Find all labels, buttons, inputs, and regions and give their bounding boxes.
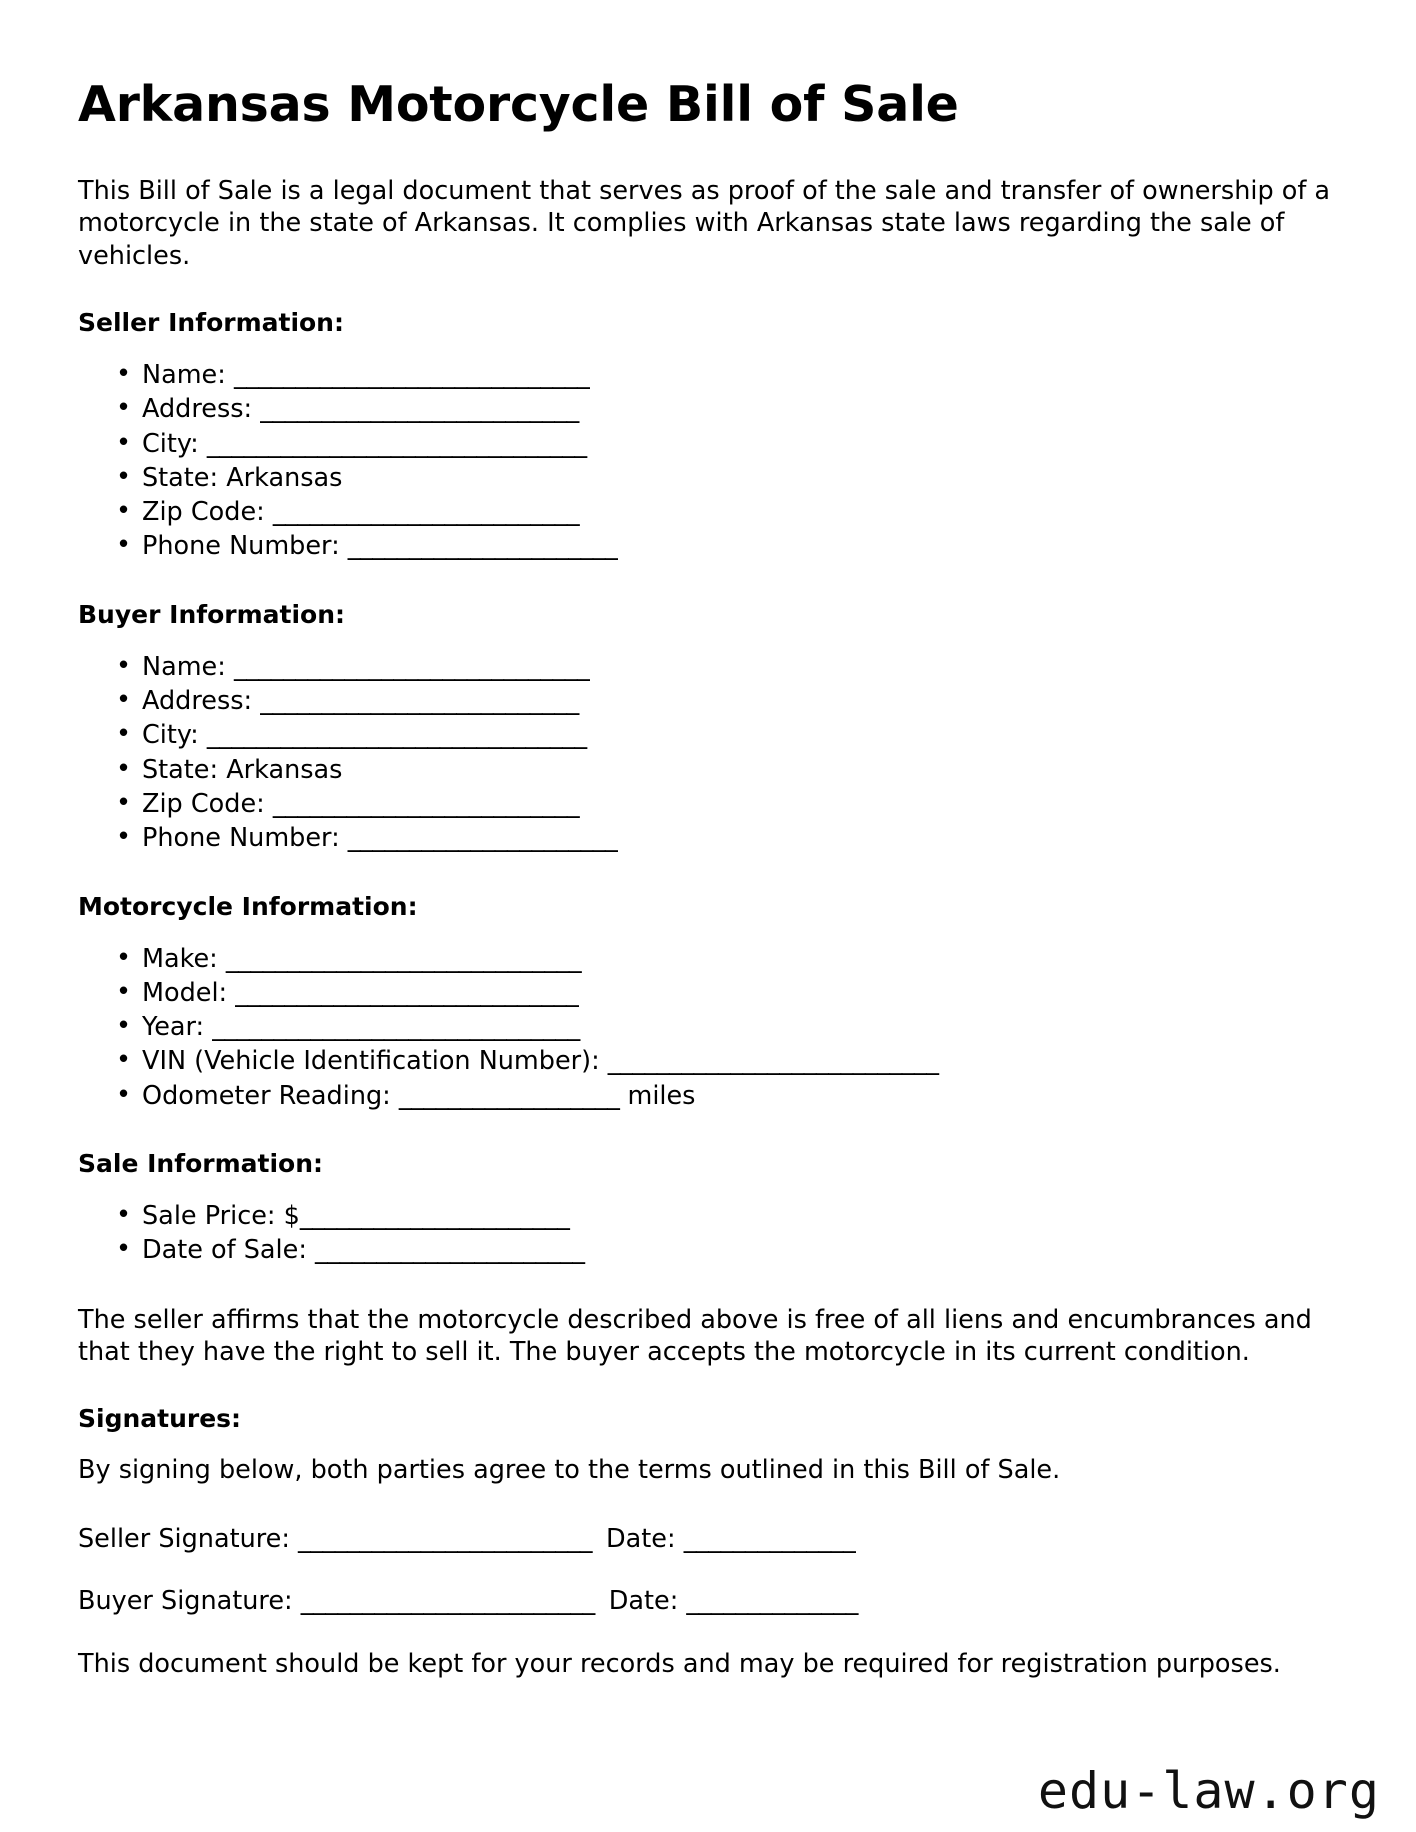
field-label: VIN (Vehicle Identification Number): xyxy=(142,1046,608,1077)
field-blank[interactable]: __________________________ xyxy=(260,394,579,425)
footer-note: This document should be kept for your records and may be required for registration purposes. xyxy=(78,1648,1281,1679)
field-label: Zip Code: xyxy=(142,497,273,528)
list-item xyxy=(116,1044,1338,1078)
intro-paragraph: This Bill of Sale is a legal document that serves as proof of the sale and transfer of ownership of a motorcycle in the state of Arkansas. It complies with Arkansas state laws regarding the sale of vehicles. xyxy=(78,175,1331,271)
field-label: Address: xyxy=(142,394,261,425)
seller-signature-label: Seller Signature: xyxy=(78,1523,299,1554)
list-item xyxy=(116,976,1338,1010)
list-item xyxy=(116,392,1338,426)
field-label: City: xyxy=(142,428,207,459)
sale-information-heading: Sale Information: xyxy=(78,1149,323,1179)
site-watermark: edu-law.org xyxy=(1037,1762,1380,1820)
list-item xyxy=(116,650,1338,684)
sale-information-fields xyxy=(78,1199,1338,1268)
field-blank[interactable]: __________________ xyxy=(398,1080,620,1111)
field-blank[interactable]: __________________________ xyxy=(260,686,579,717)
field-label: Name: xyxy=(142,360,234,390)
field-label: Phone Number: xyxy=(142,823,348,854)
buyer-information-fields xyxy=(78,650,1338,856)
field-label: Phone Number: xyxy=(142,531,348,562)
field-blank[interactable]: ______________________ xyxy=(315,1235,585,1266)
field-label: Sale Price: $ xyxy=(142,1201,300,1232)
field-label: State: Arkansas xyxy=(142,462,343,493)
field-suffix: miles xyxy=(619,1080,696,1111)
field-label: Date of Sale: xyxy=(142,1235,316,1266)
field-label: Odometer Reading: xyxy=(142,1080,399,1111)
buyer-information-heading: Buyer Information: xyxy=(78,599,346,629)
field-blank[interactable]: _________________________ xyxy=(272,788,580,819)
field-blank[interactable]: ______________________ xyxy=(347,823,618,854)
field-blank[interactable]: _________________________ xyxy=(272,497,580,528)
seller-date-blank[interactable]: ______________ xyxy=(683,1523,856,1554)
list-item xyxy=(116,529,1338,563)
field-label: Model: xyxy=(142,977,236,1008)
seller-signature-blank[interactable]: ________________________ xyxy=(298,1523,593,1554)
seller-information-heading: Seller Information: xyxy=(78,308,344,337)
field-label: Name: xyxy=(142,651,234,682)
field-blank[interactable]: _____________________________ xyxy=(233,360,590,390)
seller-signature-row xyxy=(78,1523,1338,1555)
list-item xyxy=(116,753,1338,787)
list-item xyxy=(116,821,1338,855)
list-item xyxy=(116,718,1338,752)
buyer-signature-row xyxy=(78,1585,1338,1617)
signatures-heading: Signatures: xyxy=(78,1404,242,1434)
list-item xyxy=(116,942,1338,976)
field-label: Address: xyxy=(142,686,261,717)
field-blank[interactable]: ___________________________ xyxy=(607,1046,939,1077)
list-item xyxy=(116,495,1338,529)
field-blank[interactable]: _______________________________ xyxy=(206,428,587,459)
list-item xyxy=(116,1079,1338,1113)
field-blank[interactable]: ______________________ xyxy=(299,1201,570,1232)
affirmation-paragraph: The seller affirms that the motorcycle described above is free of all liens and encumbrances and that they have the right to sell it. The buyer accepts the motorcycle in its current condition. xyxy=(78,1304,1312,1368)
field-label: Zip Code: xyxy=(142,788,273,819)
signature-lines xyxy=(78,1523,1338,1618)
field-blank[interactable]: ______________________ xyxy=(347,531,618,562)
list-item xyxy=(116,358,1338,392)
buyer-signature-label: Buyer Signature: xyxy=(78,1586,301,1617)
buyer-signature-blank[interactable]: ________________________ xyxy=(300,1586,595,1617)
list-item xyxy=(116,684,1338,718)
page-title: Arkansas Motorcycle Bill of Sale xyxy=(78,76,959,133)
list-item xyxy=(116,1233,1338,1267)
field-blank[interactable]: _____________________________ xyxy=(233,651,590,682)
buyer-date-label: Date: xyxy=(608,1586,687,1617)
field-label: Year: xyxy=(142,1012,213,1043)
field-blank[interactable]: _______________________________ xyxy=(206,720,587,751)
seller-date-label: Date: xyxy=(606,1523,684,1554)
list-item xyxy=(116,427,1338,461)
signature-intro-paragraph: By signing below, both parties agree to the terms outlined in this Bill of Sale. xyxy=(78,1455,1061,1486)
list-item xyxy=(116,787,1338,821)
list-item xyxy=(116,1199,1338,1233)
motorcycle-information-fields xyxy=(78,942,1338,1113)
field-blank[interactable]: ____________________________ xyxy=(235,977,579,1008)
field-blank[interactable]: ______________________________ xyxy=(212,1012,580,1043)
field-label: State: Arkansas xyxy=(142,754,343,785)
motorcycle-information-heading: Motorcycle Information: xyxy=(78,891,418,921)
list-item xyxy=(116,461,1338,495)
seller-information-fields xyxy=(78,358,1338,564)
field-label: Make: xyxy=(142,943,226,974)
buyer-date-blank[interactable]: ______________ xyxy=(686,1586,858,1617)
field-blank[interactable]: _____________________________ xyxy=(225,943,582,974)
field-label: City: xyxy=(142,720,207,751)
list-item xyxy=(116,1010,1338,1044)
